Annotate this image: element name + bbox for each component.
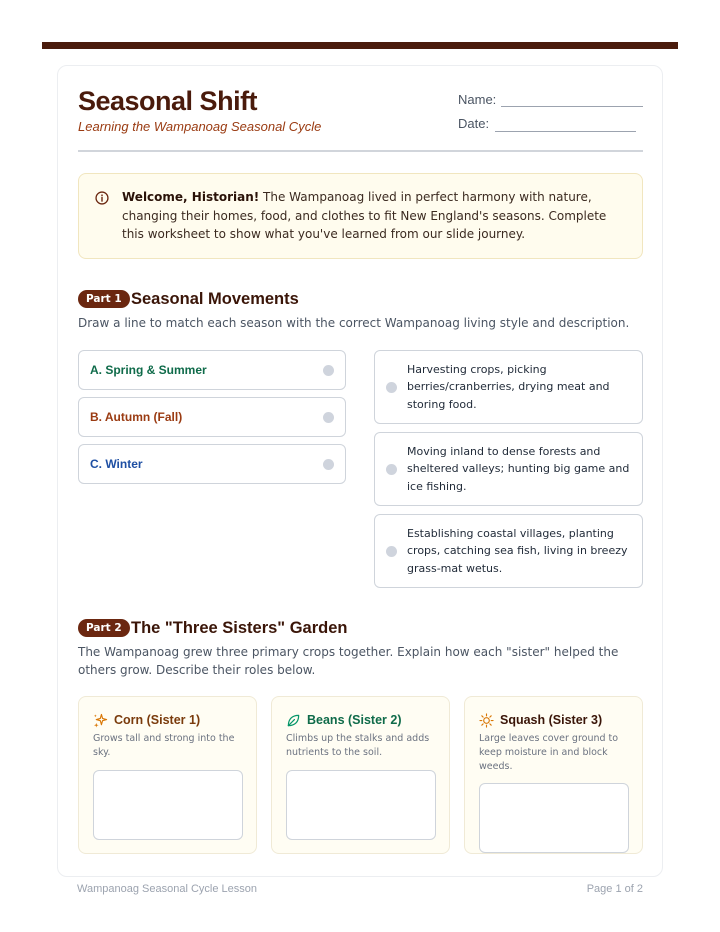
sister-description: Climbs up the stalks and adds nutrients to the soil.: [286, 733, 430, 758]
sister-title: Corn (Sister 1): [114, 713, 201, 727]
sister-description: Large leaves cover ground to keep moisture in and block weeds.: [479, 733, 619, 772]
match-dot[interactable]: [386, 546, 397, 557]
season-spring-summer[interactable]: [78, 350, 346, 390]
sparkles-icon: [93, 713, 108, 728]
welcome-lead: Welcome, Historian!: [122, 190, 260, 204]
match-dot[interactable]: [386, 382, 397, 393]
description-text: Moving inland to dense forests and sheltered valleys; hunting big game and ice fishing.: [407, 445, 630, 493]
beans-answer-box[interactable]: [286, 770, 436, 840]
sister-title: Beans (Sister 2): [307, 713, 402, 727]
match-dot[interactable]: [386, 464, 397, 475]
match-dot[interactable]: [323, 459, 334, 470]
description-coastal[interactable]: [374, 514, 643, 588]
date-field[interactable]: [495, 131, 636, 132]
match-dot[interactable]: [323, 412, 334, 423]
season-label: C. Winter: [90, 457, 143, 471]
description-harvest[interactable]: [374, 350, 643, 424]
page-subtitle: Learning the Wampanoag Seasonal Cycle: [78, 119, 322, 134]
season-label: A. Spring & Summer: [90, 363, 207, 377]
sister-title: Squash (Sister 3): [500, 713, 603, 727]
sister-card-beans: [271, 696, 450, 854]
footer-lesson-name: Wampanoag Seasonal Cycle Lesson: [77, 883, 257, 895]
sister-description: Grows tall and strong into the sky.: [93, 733, 235, 758]
season-autumn[interactable]: [78, 397, 346, 437]
part-2-instructions: The Wampanoag grew three primary crops together. Explain how each "sister" helped the others grow. Describe their roles below.: [78, 645, 619, 677]
welcome-callout: [78, 173, 643, 259]
welcome-body: The Wampanoag lived in perfect harmony with nature, changing their homes, food, and clothes to fit New England's seasons. Complete this worksheet to show what you've learned from our slide journey.: [122, 190, 607, 241]
name-field[interactable]: [501, 106, 643, 107]
description-inland[interactable]: [374, 432, 643, 506]
leaf-icon: [286, 713, 301, 728]
date-label: Date:: [458, 116, 490, 131]
part-1-badge: Part 1: [78, 290, 130, 308]
page-title: Seasonal Shift: [78, 86, 258, 116]
header-divider: [78, 150, 643, 152]
worksheet-page: [42, 42, 678, 895]
sister-card-squash: [464, 696, 643, 854]
sun-icon: [479, 713, 494, 728]
worksheet-card: [57, 65, 663, 877]
description-text: Establishing coastal villages, planting crops, catching sea fish, living in breezy grass-mat wetus.: [407, 527, 628, 575]
sister-card-corn: [78, 696, 257, 854]
match-dot[interactable]: [323, 365, 334, 376]
corn-answer-box[interactable]: [93, 770, 243, 840]
season-winter[interactable]: [78, 444, 346, 484]
squash-answer-box[interactable]: [479, 783, 629, 853]
season-label: B. Autumn (Fall): [90, 410, 183, 424]
part-1-instructions: Draw a line to match each season with the correct Wampanoag living style and description.: [78, 316, 630, 330]
welcome-text: [122, 188, 627, 244]
part-2-badge: Part 2: [78, 619, 130, 637]
info-icon: [95, 191, 109, 205]
part-2-title: The "Three Sisters" Garden: [131, 619, 348, 637]
name-label: Name:: [458, 92, 497, 107]
footer-page-number: Page 1 of 2: [586, 883, 643, 895]
description-text: Harvesting crops, picking berries/cranberries, drying meat and storing food.: [407, 363, 610, 411]
part-1-title: Seasonal Movements: [131, 290, 299, 308]
